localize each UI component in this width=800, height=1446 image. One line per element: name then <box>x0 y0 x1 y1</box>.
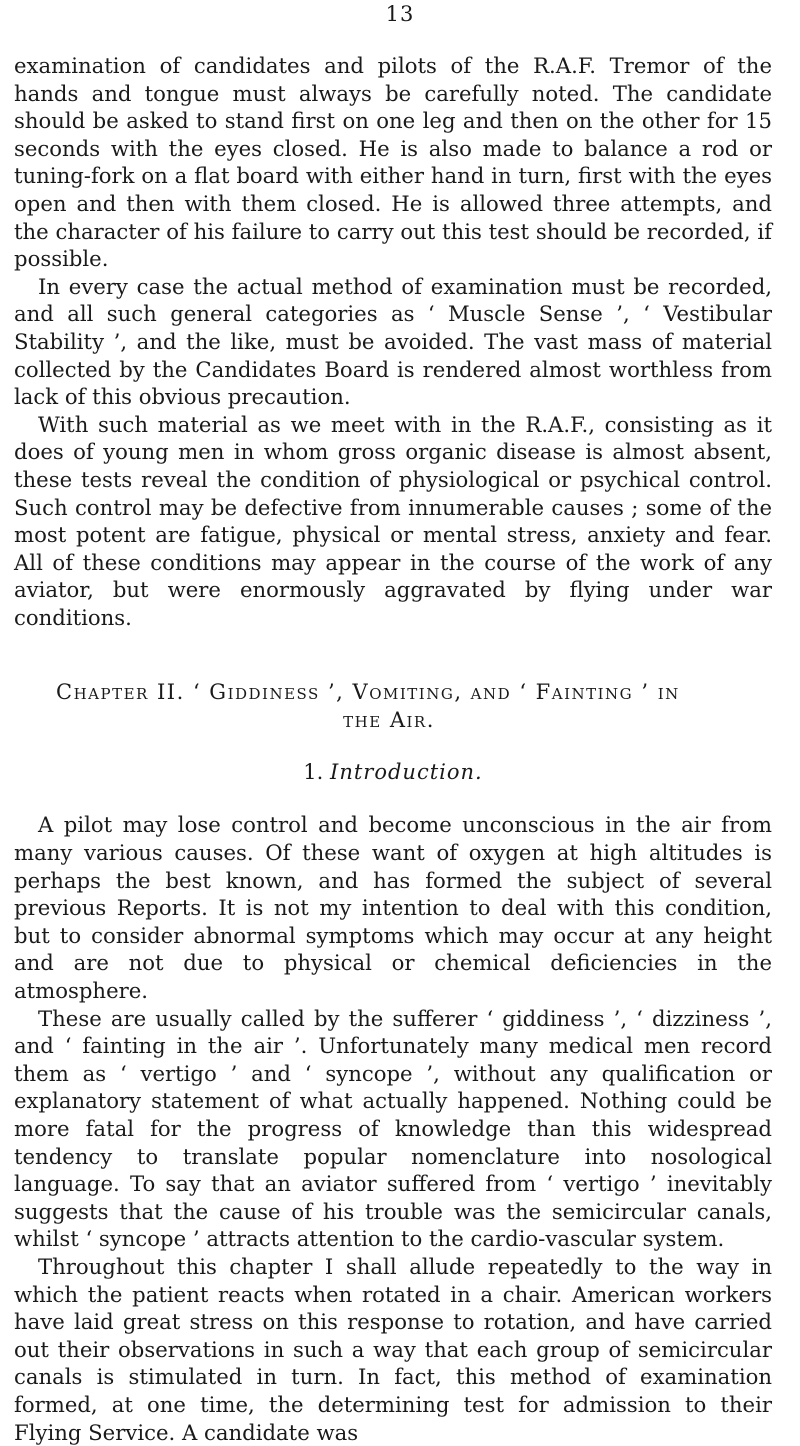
paragraph-continued: examination of candidates and pilots of the R.A.F. Tremor of the hands and tongue must always be carefully noted. The candidate should be asked to stand first on one leg and then on the other for 15 seconds with the eyes closed. He is also made to balance a rod or tuning-fork on a flat board with either hand in turn, first with the eyes open and then with them closed. He is allowed three attempts, and the character of his failure to carry out this test should be recorded, if possible. <box>14 53 772 272</box>
chapter-heading <box>14 678 772 734</box>
paragraph: In every case the actual method of examination must be recorded, and all such general categories as ‘ Muscle Sense ’, ‘ Vestibular Stability ’, and the like, must be avoided. The vast mass of material collected by the Candidates Board is rendered almost worthless from lack of this obvious precaution. <box>14 273 772 410</box>
page-number: 13 <box>385 2 415 26</box>
paragraph: With such material as we meet with in the R.A.F., consisting as it does of young men in whom gross organic disease is almost absent, these tests reveal the condition of physiological or psychical control. Such control may be defective from innumerable causes ; some of the most potent are fatigue, physical or mental stress, anxiety and fear. All of these conditions may appear in the course of the work of any aviator, but were enormously aggravated by flying under war conditions. <box>14 411 772 630</box>
paragraph: A pilot may lose control and become unconscious in the air from many various causes. Of these want of oxygen at high altitudes is perhaps the best known, and has formed the subject of several previous Reports. It is not my intention to deal with this condition, but to consider abnormal symptoms which may occur at any height and are not due to physical or chemical deficiencies in the atmosphere. <box>14 812 772 1004</box>
section-title <box>14 758 772 786</box>
paragraph: Throughout this chapter I shall allude repeatedly to the way in which the patient reacts when rotated in a chair. American workers have laid great stress on this response to rotation, and have carried out their observations in such a way that each group of semicircular canals is stimulated in turn. In fact, this method of examination formed, at one time, the determining test for admission to their Flying Service. A candidate was <box>14 1253 772 1445</box>
paragraph: These are usually called by the sufferer ‘ giddiness ’, ‘ dizziness ’, and ‘ fainting in the air ’. Unfortunately many medical men record them as ‘ vertigo ’ and ‘ syncope ’, without any qualification or explanatory statement of what actually happened. Nothing could be more fatal for the progress of knowledge than this widespread tendency to translate popular nomenclature into nosological language. To say that an aviator suffered from ‘ vertigo ’ inevitably suggests that the cause of his trouble was the semicircular canals, whilst ‘ syncope ’ attracts attention to the cardio-vascular system. <box>14 1005 772 1252</box>
section-number: 1. <box>303 760 324 785</box>
body-text <box>14 52 772 1446</box>
chapter-heading-line1: Chapter II. ‘ Giddiness ’, Vomiting, and ‘ Fainting ’ in <box>56 680 680 705</box>
chapter-heading-line2: the Air. <box>343 708 435 733</box>
section-title-text: Introduction. <box>330 760 483 785</box>
